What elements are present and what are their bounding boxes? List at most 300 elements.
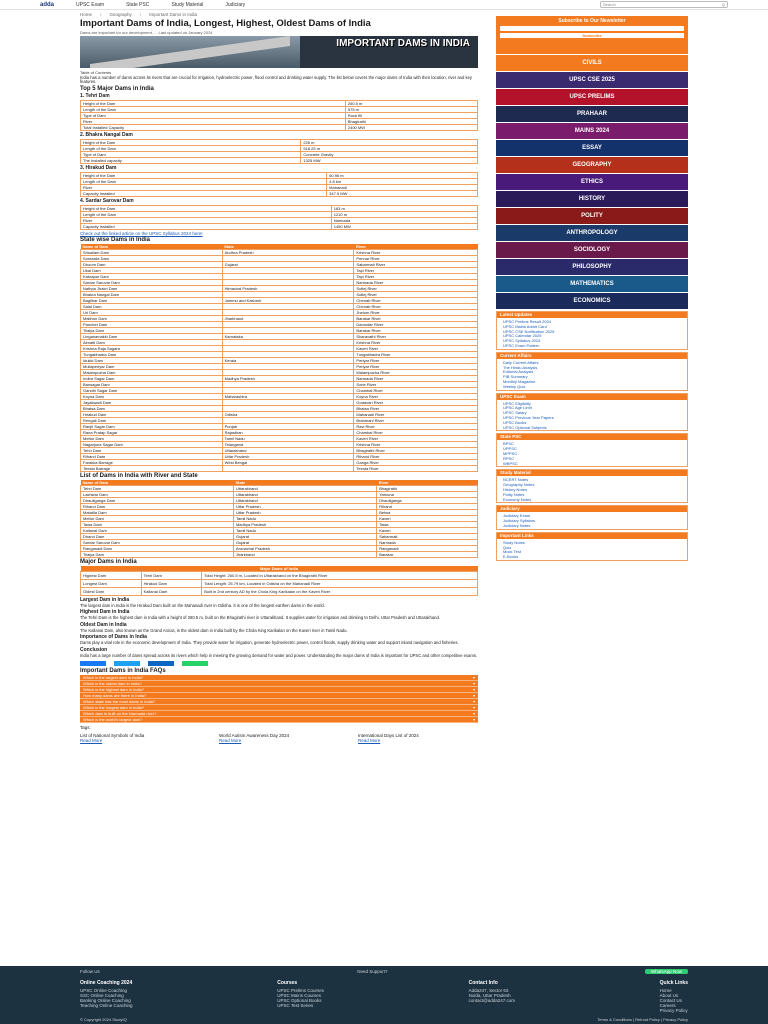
sidebar-ad-banner[interactable]: MATHEMATICS xyxy=(496,276,688,292)
table-cell: Almatti Dam xyxy=(81,339,223,345)
table-cell: Capacity Installed xyxy=(81,190,327,196)
table-row xyxy=(81,551,478,557)
table-cell: Height of the Dam xyxy=(81,172,327,178)
copyright: © Copyright 2024 StudyIQ xyxy=(80,1017,127,1022)
table-header: State xyxy=(233,480,376,486)
table-cell: Narmada xyxy=(377,539,478,545)
table-cell: Punjab xyxy=(222,423,354,429)
subscribe-button[interactable]: Subscribe xyxy=(500,33,684,38)
table-cell: Total Length: 25.79 km, Located in Odisha on the Mahanadi River xyxy=(202,579,478,587)
sidebar-link[interactable]: UPSC Age Limit xyxy=(503,405,532,411)
sidebar-ad-banner[interactable]: ESSAY xyxy=(496,140,688,156)
footer-link[interactable]: UPSC Mains Courses xyxy=(277,993,321,998)
table-cell: Uri Dam xyxy=(81,309,223,315)
footer-column-heading: Online Coaching 2024 xyxy=(80,980,133,986)
table-cell: The Installed capacity xyxy=(81,157,301,163)
table-cell: Sone River xyxy=(354,381,478,387)
footer-link[interactable]: UPSC Optional Books xyxy=(277,998,322,1003)
table-cell: Hirakud Dam xyxy=(81,411,223,417)
hero-image xyxy=(80,36,478,68)
table-cell: Yamuna xyxy=(377,491,478,497)
chevron-down-icon: ▾ xyxy=(472,704,475,710)
table-cell: Rengali Dam xyxy=(81,417,223,423)
table-cell: Tungabhadra River xyxy=(354,351,478,357)
sidebar-link[interactable]: Mock Test xyxy=(503,549,521,555)
sidebar-link-box xyxy=(496,469,688,503)
table-cell: Chenab River xyxy=(354,297,478,303)
table-cell: Tehri Dam xyxy=(81,485,234,491)
table-cell: Jayakwadi Dam xyxy=(81,399,223,405)
footer-link[interactable]: UPSC Online Coaching xyxy=(80,988,128,993)
table-cell: Concrete Gravity xyxy=(301,151,478,157)
faq-question: How many dams are there in India? xyxy=(83,692,147,698)
sidebar-link[interactable]: E-Books xyxy=(503,554,519,560)
sidebar-link[interactable]: MPPSC xyxy=(503,450,518,456)
table-cell: Uttar Pradesh xyxy=(233,509,376,515)
section-heading: Oldest Dam in India xyxy=(80,621,127,628)
table-cell: Baglihar Dam xyxy=(81,297,223,303)
faq-question: Which state has the most dams in India? xyxy=(83,698,156,704)
section-paragraph: The Kallanai Dam, also known as the Grand Anicut, is the oldest dam in India built by the Chola King Karikalan on the Kaveri river in Tamil Nadu. xyxy=(80,627,348,633)
sidebar-link-list xyxy=(497,512,687,528)
dam-subheading: 1. Tehri Dam xyxy=(80,92,110,99)
sidebar-link-list xyxy=(497,476,687,502)
table-cell: Tapi River xyxy=(354,273,478,279)
sidebar-link[interactable]: Judiciary Syllabus xyxy=(503,518,536,524)
tags-label: Tags: xyxy=(80,724,91,730)
table-cell: Bhagirathi xyxy=(377,485,478,491)
footer-link[interactable]: Adda247, Sector 63 xyxy=(468,988,509,993)
article xyxy=(80,19,478,743)
table-cell: Tehri Dam xyxy=(141,571,202,579)
table-cell: Periyar River xyxy=(354,363,478,369)
footer-column-heading: Quick Links xyxy=(659,980,688,986)
table-cell: Jharkhand xyxy=(233,551,376,557)
table-cell: Krishna River xyxy=(354,339,478,345)
syllabus-link[interactable]: Check out the linked article on the UPSC Syllabus 2024 here! xyxy=(80,230,203,236)
faq-question: Which is the oldest dam in India? xyxy=(83,680,142,686)
nav-item-upsc[interactable]: UPSC Exam xyxy=(76,1,105,8)
table-cell: 4.8 km xyxy=(327,178,478,184)
table-row xyxy=(81,465,478,471)
sidebar-link-box xyxy=(496,532,688,561)
top-nav xyxy=(0,0,768,10)
table-cell: Tilaiya Dam xyxy=(81,551,234,557)
table-cell: Sabarmati xyxy=(377,533,478,539)
sidebar-link[interactable]: UPSC Exam Pattern xyxy=(503,342,540,348)
related-article[interactable] xyxy=(358,733,478,743)
dam-detail-table xyxy=(80,172,478,197)
section-heading: Importance of Dams in India xyxy=(80,634,147,641)
table-cell: Dhauliganga xyxy=(377,497,478,503)
sidebar-link-list xyxy=(497,318,687,349)
follow-us-label: Follow Us xyxy=(80,969,100,974)
table-cell: Koyna Dam xyxy=(81,393,223,399)
sidebar-link[interactable]: Editorial Analysis xyxy=(503,369,534,375)
sidebar-link[interactable]: WBPSC xyxy=(503,460,518,466)
table-cell: Maharashtra xyxy=(222,393,354,399)
table-cell: Odisha xyxy=(222,411,354,417)
hero-title: IMPORTANT DAMS IN INDIA xyxy=(336,37,470,49)
breadcrumb-home[interactable]: Home xyxy=(80,12,93,17)
table-cell: Barakar River xyxy=(354,327,478,333)
table-cell: Sutlej River xyxy=(354,285,478,291)
sidebar-link[interactable]: Polity Notes xyxy=(503,491,525,497)
table-cell: Mettur Dam xyxy=(81,515,234,521)
newsletter-title: Subscribe to Our Newsletter xyxy=(558,18,626,24)
footer-column xyxy=(469,980,515,1013)
section-paragraph: The largest dam in India is the Hirakud Dam built on the Mahanadi river in Odisha. It is one of the longest earthen dams in the world. xyxy=(80,602,325,608)
sidebar-link[interactable]: Quiz xyxy=(503,544,512,550)
table-cell: Brahmani River xyxy=(354,417,478,423)
table-cell: Damodar River xyxy=(354,321,478,327)
table-cell: Dharoi Dam xyxy=(81,533,234,539)
table-cell: Narmada River xyxy=(354,279,478,285)
section-heading: Largest Dam in India xyxy=(80,596,130,603)
sidebar-ad-banner[interactable]: UPSC PRELIMS xyxy=(496,89,688,105)
table-cell: Koyna River xyxy=(354,393,478,399)
table-cell: 2400 MW xyxy=(345,124,477,130)
search-icon[interactable]: Q xyxy=(721,2,725,7)
faq-item[interactable] xyxy=(80,717,478,723)
table-cell: Total Installed Capacity xyxy=(81,124,346,130)
table-header: Name of Dam xyxy=(81,480,234,486)
sidebar-link[interactable]: Judiciary Notes xyxy=(503,522,531,528)
read-more-link[interactable]: Read More xyxy=(358,737,381,743)
table-cell: Narmada xyxy=(331,217,477,223)
sidebar-box-heading: UPSC Exam xyxy=(497,394,687,400)
footer-link[interactable]: About Us xyxy=(659,993,679,998)
section-heading-list: List of Dams in India with River and State xyxy=(80,472,198,479)
table-cell: Madhya Pradesh xyxy=(233,521,376,527)
table-cell xyxy=(222,465,354,471)
section-paragraph: India has a large number of dams spread across its rivers which help in meeting the growing demand for water and power. Understanding the major dams of India is important for UPSC and other competitive exams. xyxy=(80,653,478,659)
newsletter-email-field[interactable] xyxy=(500,26,684,31)
footer-link[interactable]: SSC Online Coaching xyxy=(80,993,124,998)
sidebar-link[interactable]: Geography Notes xyxy=(503,482,535,488)
major-dams-table xyxy=(80,566,478,596)
facebook-share-icon[interactable] xyxy=(80,661,106,666)
table-cell: Longest Dam xyxy=(81,579,142,587)
sidebar-link[interactable]: UPSC Books xyxy=(503,419,527,425)
table-cell: Sutlej River xyxy=(354,291,478,297)
twitter-share-icon[interactable] xyxy=(114,661,140,666)
breadcrumb-geography[interactable]: Geography xyxy=(109,12,132,17)
table-cell: Periyar River xyxy=(354,357,478,363)
table-cell: Dhauliganga Dam xyxy=(81,497,234,503)
sidebar-box-heading: Latest Updates xyxy=(497,312,687,318)
related-title: World Autism Awareness Day 2024 xyxy=(219,732,290,738)
sidebar-link-box xyxy=(496,311,688,350)
footer-column-heading: Contact Info xyxy=(468,980,498,986)
sidebar-ad-banner[interactable]: MAINS 2024 xyxy=(496,123,688,139)
page-title: Important Dams of India, Longest, Highest, Oldest Dams of India xyxy=(80,18,371,29)
table-cell: Ukai Dam xyxy=(81,267,223,273)
sidebar-link-box xyxy=(496,393,688,432)
table-row xyxy=(81,124,478,130)
table-cell: Bhagirathi xyxy=(345,118,477,124)
chevron-down-icon: ▾ xyxy=(472,680,475,686)
sidebar-link-list xyxy=(497,440,687,466)
sidebar-ad-banner[interactable]: ETHICS xyxy=(496,174,688,190)
table-cell: Ravi River xyxy=(354,423,478,429)
table-cell: Uttar Pradesh xyxy=(233,503,376,509)
sidebar-box-heading: State PSC xyxy=(497,434,687,440)
whatsapp-button[interactable]: WhatsApp Now xyxy=(645,969,688,974)
sidebar-box-heading: Important Links xyxy=(497,533,687,539)
table-cell: Maithon Dam xyxy=(81,315,223,321)
table-cell: Teesta Barrage xyxy=(81,465,223,471)
sidebar-link[interactable]: Weekly Quiz xyxy=(503,383,526,389)
sidebar-link[interactable]: Monthly Magazine xyxy=(503,378,536,384)
breadcrumb-current: Important Dams in India xyxy=(149,12,198,17)
footer-link[interactable]: UPSC Prelims Courses xyxy=(277,988,324,993)
table-cell: Gujarat xyxy=(233,533,376,539)
sidebar-link[interactable]: Study Notes xyxy=(503,539,525,545)
faq-list xyxy=(80,675,478,723)
chevron-down-icon: ▾ xyxy=(472,698,475,704)
table-cell: Sharavathi River xyxy=(354,333,478,339)
table-row xyxy=(81,223,478,229)
faq-question: Which is the longest dam in India? xyxy=(83,704,144,710)
table-cell: Kaveri xyxy=(377,515,478,521)
sidebar-ad-banner[interactable]: PHILOSOPHY xyxy=(496,259,688,275)
table-cell: Andhra Pradesh xyxy=(222,249,354,255)
sidebar-link-box xyxy=(496,505,688,529)
sidebar-link[interactable]: The Hindu Analysis xyxy=(503,364,538,370)
footer-link[interactable]: Noida, Uttar Pradesh xyxy=(468,993,511,998)
table-cell: Salal Dam xyxy=(81,303,223,309)
section-paragraph: The Tehri Dam is the highest dam in India with a height of 260.5 m, built on the Bhagirathi river in Uttarakhand. It supplies water for irrigation and drinking to Delhi, Uttar Pradesh and Uttarakhand. xyxy=(80,615,441,621)
newsletter-box xyxy=(496,16,688,54)
table-cell: Length of the Dam xyxy=(81,106,346,112)
table-cell: Rihand Dam xyxy=(81,453,223,459)
sidebar-ad-banner[interactable]: PRAHAAR xyxy=(496,106,688,122)
sidebar-ad-banner[interactable]: ANTHROPOLOGY xyxy=(496,225,688,241)
table-row xyxy=(81,571,478,579)
table-cell: Indira Sagar Dam xyxy=(81,375,223,381)
article-meta: Dams are important for our development, ... Last updated on January 2024 xyxy=(80,29,213,35)
table-cell: Rock fill xyxy=(345,112,477,118)
table-cell: 260.5 m xyxy=(345,100,477,106)
faq-question: Which dam is built on the Narmada river? xyxy=(83,710,157,716)
related-article[interactable] xyxy=(80,733,200,743)
chevron-down-icon: ▾ xyxy=(472,686,475,692)
table-cell: 1450 MW xyxy=(331,223,477,229)
table-cell: 60.96 m xyxy=(327,172,478,178)
table-cell: Hirakud Dam xyxy=(141,579,202,587)
sidebar-link[interactable]: UPSC Optional Subjects xyxy=(503,424,547,430)
sidebar-link[interactable]: UPSC Prelims Result 2024 xyxy=(503,319,552,324)
table-cell: 226 m xyxy=(301,139,478,145)
site-logo[interactable]: adda xyxy=(40,1,55,8)
search-input[interactable]: Search Q xyxy=(600,1,728,8)
table-cell: Kallanai Dam xyxy=(81,527,234,533)
footer-legal-links[interactable]: Terms & Conditions | Refund Policy | Privacy Policy xyxy=(597,1017,688,1022)
table-header: Name of Dam xyxy=(81,244,223,250)
table-cell: Idukki Dam xyxy=(81,357,223,363)
table-of-contents[interactable]: Table of Contents xyxy=(80,69,112,75)
table-cell: Barakar xyxy=(377,551,478,557)
sidebar-link[interactable]: UPSC Mains Admit Card xyxy=(503,323,547,329)
section-heading-state: State wise Dams in India xyxy=(80,236,151,243)
table-cell: 163 m xyxy=(331,205,477,211)
sidebar-ad-banner[interactable]: GEOGRAPHY xyxy=(496,157,688,173)
table-cell: Highest Dam xyxy=(81,571,142,579)
footer-link[interactable]: Teaching Online Coaching xyxy=(80,1003,133,1008)
table-cell: Himachal Pradesh xyxy=(222,285,354,291)
sidebar-ad-banner[interactable]: SOCIOLOGY xyxy=(496,242,688,258)
related-title: List of National Symbols of India xyxy=(80,732,145,738)
footer-link[interactable]: Home xyxy=(659,988,672,993)
table-cell: Sardar Sarovar Dam xyxy=(81,279,223,285)
sidebar-link[interactable]: UPSC Salary xyxy=(503,410,527,416)
table-cell: Gandhi Sagar Dam xyxy=(81,387,223,393)
sidebar-link-list xyxy=(497,539,687,560)
sidebar-box-heading: Study Material xyxy=(497,470,687,476)
sidebar xyxy=(496,16,688,561)
dam-detail-table xyxy=(80,100,478,131)
sidebar-link[interactable]: RPSC xyxy=(503,455,515,461)
sidebar-link[interactable]: NCERT Notes xyxy=(503,477,529,483)
read-more-link[interactable]: Read More xyxy=(80,737,103,743)
faq-question: Which is the highest dam in India? xyxy=(83,686,144,692)
table-cell: 518.25 m xyxy=(301,145,478,151)
table-cell: Uttarakhand xyxy=(233,491,376,497)
table-cell: Height of the Dam xyxy=(81,100,346,106)
table-cell: Barakar River xyxy=(354,315,478,321)
table-cell: 347.5 MW xyxy=(327,190,478,196)
table-cell: Kaveri River xyxy=(354,435,478,441)
footer xyxy=(0,966,768,1024)
sidebar-link[interactable]: UPSC Previous Year Papers xyxy=(503,414,554,420)
footer-column xyxy=(277,980,324,1013)
table-cell: Mahanadi xyxy=(327,184,478,190)
table-cell: Narmada River xyxy=(354,375,478,381)
sidebar-ad-banner[interactable]: UPSC CSE 2025 xyxy=(496,72,688,88)
sidebar-link[interactable]: UPSC Eligibility xyxy=(503,400,531,406)
dam-subheading: 2. Bhakra Nangal Dam xyxy=(80,131,133,138)
table-row xyxy=(81,157,478,163)
table-cell: Length of the Dam xyxy=(81,178,327,184)
sidebar-link[interactable]: UPSC CSE Notification 2025 xyxy=(503,328,555,334)
table-cell: Tungabhadra Dam xyxy=(81,351,223,357)
table-cell: Somasila Dam xyxy=(81,255,223,261)
table-cell: Chenab River xyxy=(354,303,478,309)
sidebar-ad-banner[interactable]: ECONOMICS xyxy=(496,293,688,309)
footer-link[interactable]: Contact Us xyxy=(659,998,682,1003)
section-heading: Conclusion xyxy=(80,647,108,654)
table-cell: Kerala xyxy=(222,357,354,363)
related-title: International Days List of 2024 xyxy=(358,732,419,738)
table-cell: Sabarmati River xyxy=(354,261,478,267)
read-more-link[interactable]: Read More xyxy=(219,737,242,743)
table-cell: Sardar Sarovar Dam xyxy=(81,539,234,545)
faq-heading: Important Dams in India FAQs xyxy=(80,667,166,674)
table-cell: Tawa xyxy=(377,521,478,527)
footer-column xyxy=(660,980,688,1013)
chevron-down-icon: ▾ xyxy=(472,716,475,722)
table-cell: Krishna River xyxy=(354,441,478,447)
table-cell: Ranganadi xyxy=(377,545,478,551)
table-cell: Teesta River xyxy=(354,465,478,471)
sidebar-link[interactable]: Daily Current Affairs xyxy=(503,359,539,365)
table-cell: Tilaiya Dam xyxy=(81,327,223,333)
table-cell: Lakhwar Dam xyxy=(81,491,234,497)
table-cell: Tamil Nadu xyxy=(222,435,354,441)
table-row xyxy=(81,190,478,196)
sidebar-ad-banner[interactable]: CIVILS xyxy=(496,55,688,71)
sidebar-link[interactable]: Economy Notes xyxy=(503,496,532,502)
faq-question: Which is the largest dam in India? xyxy=(83,674,144,680)
table-cell: Srisailam Dam xyxy=(81,249,223,255)
table-cell: River xyxy=(81,184,327,190)
table-cell: Ranjit Sagar Dam xyxy=(81,423,223,429)
table-cell: Chambal River xyxy=(354,429,478,435)
footer-column-heading: Courses xyxy=(277,980,298,986)
nav-item-study-material[interactable]: Study Material xyxy=(171,1,204,8)
sidebar-link-list xyxy=(497,359,687,390)
table-cell: Linganamakki Dam xyxy=(81,333,223,339)
sidebar-link[interactable]: Judiciary Exam xyxy=(503,513,531,519)
breadcrumb: Home › Geography › Important Dams in India xyxy=(80,12,198,17)
table-cell: Bansagar Dam xyxy=(81,381,223,387)
sidebar-link[interactable]: UPSC Syllabus 2024 xyxy=(503,338,541,344)
table-cell: Kallanai Dam xyxy=(141,587,202,595)
footer-link[interactable]: Careers xyxy=(659,1003,676,1008)
table-cell: Arunachal Pradesh xyxy=(233,545,376,551)
footer-link[interactable]: Privacy Policy xyxy=(659,1008,688,1013)
chevron-down-icon: ▾ xyxy=(472,674,475,680)
table-cell: Godavari River xyxy=(354,399,478,405)
table-cell: Rajasthan xyxy=(222,429,354,435)
table-cell: Uttar Pradesh xyxy=(222,453,354,459)
sidebar-link[interactable]: UPPSC xyxy=(503,446,517,452)
sidebar-ad-banner[interactable]: POLITY xyxy=(496,208,688,224)
footer-link[interactable]: contact@adda247.com xyxy=(468,998,515,1003)
support-label: Need Support? xyxy=(357,969,388,974)
intro-paragraph: India has a number of dams across its rivers that are crucial for irrigation, hydroelectric power, flood control and drinking water supply. The list below covers the major dams of India with their location, river and key features. xyxy=(80,74,473,85)
table-cell: Tehri Dam xyxy=(81,447,223,453)
table-cell: Malampuzha River xyxy=(354,369,478,375)
table-cell: Betwa xyxy=(377,509,478,515)
whatsapp-share-icon[interactable] xyxy=(182,661,208,666)
table-cell: Tawa Dam xyxy=(81,521,234,527)
table-cell: Uttarakhand xyxy=(222,447,354,453)
sidebar-link[interactable]: UPSC Calendar 2025 xyxy=(503,333,542,339)
list-dams-table xyxy=(80,480,478,558)
footer-link[interactable]: Banking Online Coaching xyxy=(80,998,131,1003)
table-cell: Rihand River xyxy=(354,453,478,459)
sidebar-link[interactable]: BPSC xyxy=(503,441,514,447)
sidebar-ad-banner[interactable]: HISTORY xyxy=(496,191,688,207)
sidebar-link[interactable]: PIB Summary xyxy=(503,374,528,380)
table-cell: Nathpa Jhakri Dam xyxy=(81,285,223,291)
related-article[interactable] xyxy=(219,733,339,743)
major-table-heading: Major Dams of India xyxy=(81,566,478,572)
nav-item-state-psc[interactable]: State PSC xyxy=(126,1,150,8)
table-cell: Ranganadi Dam xyxy=(81,545,234,551)
related-articles xyxy=(80,733,478,743)
linkedin-share-icon[interactable] xyxy=(148,661,174,666)
sidebar-link-list xyxy=(497,400,687,431)
table-cell: Kaveri xyxy=(377,527,478,533)
footer-link[interactable]: UPSC Test Series xyxy=(277,1003,314,1008)
nav-item-judiciary[interactable]: Judiciary xyxy=(225,1,246,8)
sidebar-link[interactable]: History Notes xyxy=(503,486,528,492)
section-heading-major: Major Dams in India xyxy=(80,558,137,565)
table-row xyxy=(81,579,478,587)
